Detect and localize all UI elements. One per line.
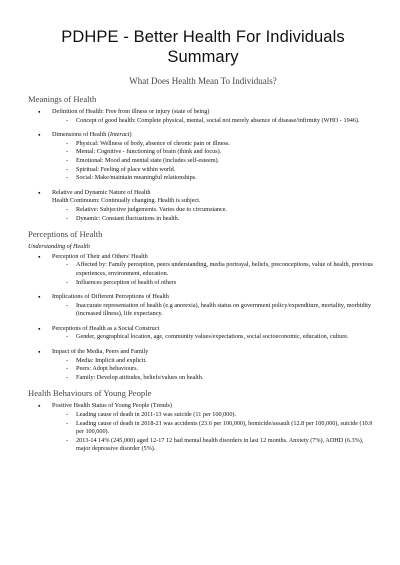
sub-list-item: - Leading cause of death in 2011-13 was suicide (11 per 100,000). [64,411,378,420]
list-item-text: ● Positive Health Status of Young People (Trends) [52,402,172,410]
list-item-text: ● Relative and Dynamic Nature of Health [52,188,151,196]
emphasis-text: Interact [109,131,130,139]
sub-list-item: - Emotional: Mood and mental state (includes self-esteem). [64,157,378,166]
sub-list-item: - Relative: Subjective judgements. Varies due to circumstance. [64,206,378,215]
list-item [28,293,378,319]
section-heading-behaviours: Health Behaviours of Young People [28,388,152,399]
sub-list-item: - Gender, geographical location, age, community values/expectations, social socioeconomic, education, culture. [64,333,378,342]
document-subtitle: What Does Health Mean To Individuals? [129,76,277,86]
meanings-list [28,108,378,223]
sub-list-item: - Leading cause of death in 2018-21 was accidents (23.6 per 100,000), homicide/assault (12.8 per 100,000), suicide (10.9 per 100,000). [64,420,378,437]
sub-list-item: - Concept of good health: Complete physical, mental, social not merely absence of disease/infirmity (WHO - 1946). [64,117,378,126]
sub-list-item: - Dynamic: Constant fluctuations in health. [64,215,378,224]
list-item-text: ● Perception of Their and Others' Health [52,252,148,260]
list-item [28,348,378,382]
list-item-text [52,131,378,140]
list-item [28,325,378,342]
list-item-text: ● Implications of Different Perceptions of Health [52,293,169,301]
document-title: PDHPE - Better Health For Individuals Summary [61,28,345,66]
sub-list-item: - Family: Develop attitudes, beliefs/values on health. [64,374,378,383]
sub-list [52,357,378,383]
text-part: Dimensions of Health ( [52,131,110,139]
sub-list-item: - Peers: Adopt behaviours. [64,365,378,374]
sub-list-item: - Influences perception of health of others [64,279,378,288]
list-item-text: ● Definition of Health: Free from illness or injury (state of being) [52,108,210,115]
sub-list [52,261,378,287]
sub-list-item: - Inaccurate representation of health (e.g anorexia), health status on government policy/expenditure, mortality, morbidity (increased illness), life expectancy. [64,302,378,319]
sub-list [52,333,378,342]
sub-list-item: - Mental: Cognitive - functioning of brain (think and focus). [64,148,378,157]
list-item-text: ● Perceptions of Health as a Social Construct [52,324,160,332]
sub-list [52,117,378,126]
sub-list-item: - 2013-14 14% (245,000) aged 12-17 12 had mental health disorders in last 12 months. Anxiety (7%), ADHD (6.3%), major depressive disorder (5%). [64,437,378,454]
list-item [28,402,378,454]
text-part: ) [129,131,132,139]
sub-list-item: - Spiritual: Feeling of place within world. [64,166,378,175]
sub-list [52,206,378,223]
subheading-understanding: Understanding of Health [28,243,90,251]
section-heading-meanings: Meanings of Health [28,94,97,104]
list-item [28,253,378,287]
sub-list-item: - Social: Make/maintain meaningful relationships. [64,174,378,183]
sub-list-item: - Affected by: Family perception, peers understanding, media portrayal, beliefs, preconceptions, value of health, previous experiences, environment, education. [64,261,378,278]
list-item-text: ● Impact of the Media, Peers and Family [52,348,149,356]
sub-list [52,411,378,454]
sub-list [52,302,378,319]
list-item [28,108,378,125]
sub-list-item: - Media: Implicit and explicit. [64,357,378,366]
sub-list-item: - Physical: Wellness of body, absence of chronic pain or illness. [64,140,378,149]
list-item-text-line2: Health Continuum: Continually changing. Health is subject. [52,197,201,205]
behaviours-list [28,402,378,454]
list-item [28,189,378,223]
section-heading-perceptions: Perceptions of Health [28,229,103,240]
perceptions-list [28,253,378,383]
sub-list [52,140,378,183]
list-item [28,131,378,183]
